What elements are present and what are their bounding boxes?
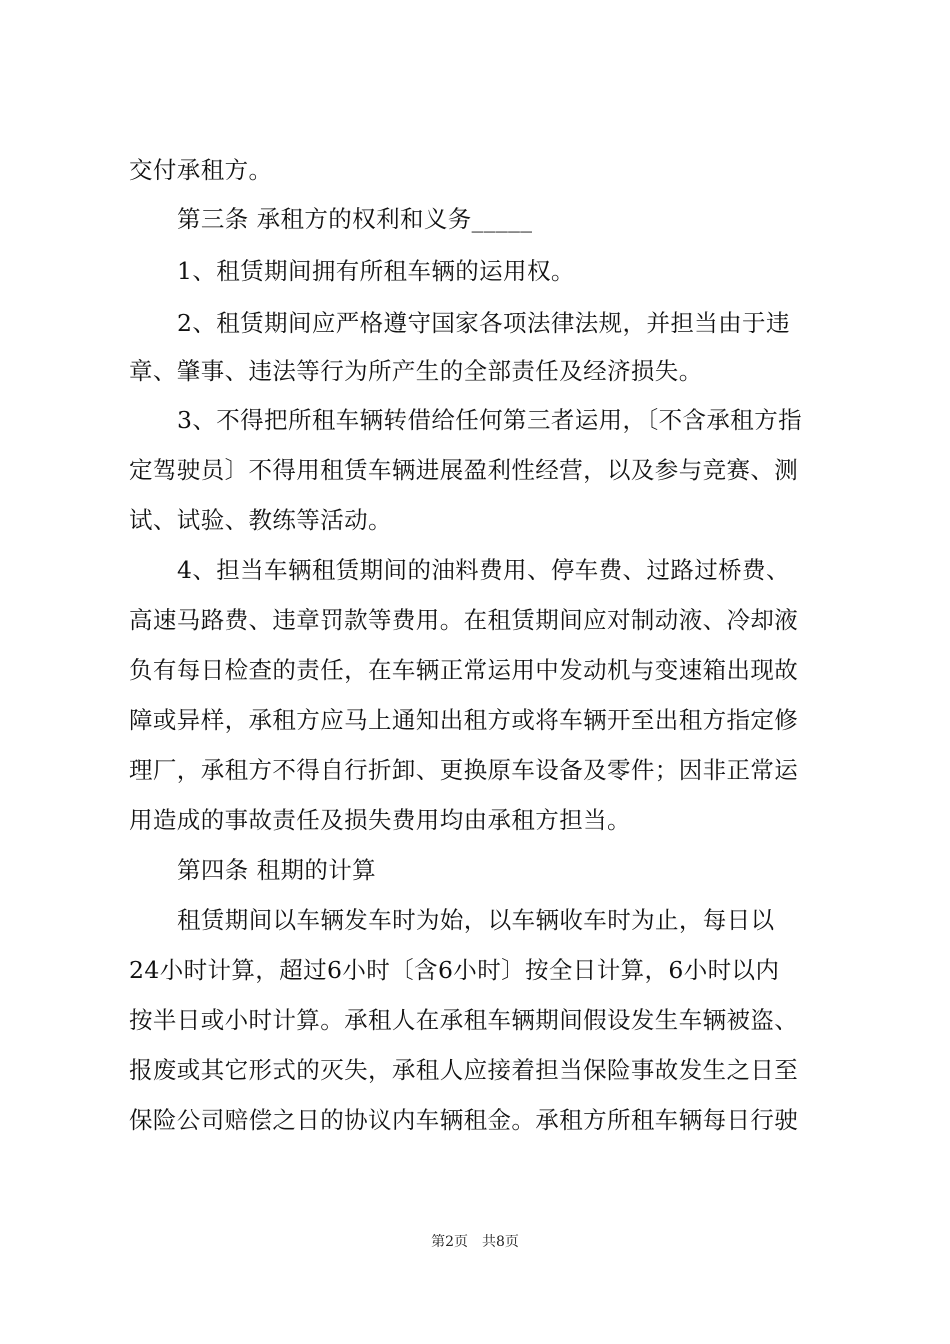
page-footer — [0, 1233, 950, 1251]
total-pages: 共8页 — [482, 1234, 519, 1250]
page-number: 第2页 — [431, 1234, 468, 1250]
text-line: 租赁期间以车辆发车时为始，以车辆收车时为止，每日以 — [177, 906, 775, 934]
text-line: 1、租赁期间拥有所租车辆的运用权。 — [177, 257, 575, 285]
text-line: 2、租赁期间应严格遵守国家各项法律法规，并担当由于违 — [177, 309, 790, 337]
text-line: 保险公司赔偿之日的协议内车辆租金。承租方所租车辆每日行驶 — [129, 1106, 799, 1134]
text-line: 用造成的事故责任及损失费用均由承租方担当。 — [129, 806, 631, 834]
text-line: 章、肇事、违法等行为所产生的全部责任及经济损失。 — [129, 357, 703, 385]
text-line: 高速马路费、违章罚款等费用。在租赁期间应对制动液、冷却液 — [129, 606, 799, 634]
text-line: 试、试验、教练等活动。 — [129, 506, 392, 534]
text-line: 4、担当车辆租赁期间的油料费用、停车费、过路过桥费、 — [177, 556, 790, 584]
text-line: 障或异样，承租方应马上通知出租方或将车辆开至出租方指定修 — [129, 706, 799, 734]
text-line: 报废或其它形式的灭失，承租人应接着担当保险事故发生之日至 — [129, 1056, 799, 1084]
section-heading-article-3: 第三条 承租方的权利和义务_____ — [177, 205, 533, 233]
text-line: 3、不得把所租车辆转借给任何第三者运用，〔不含承租方指 — [177, 406, 803, 434]
text-line: 按半日或小时计算。承租人在承租车辆期间假设发生车辆被盗、 — [129, 1006, 799, 1034]
text-line: 24小时计算，超过6小时〔含6小时〕按全日计算，6小时以内 — [129, 956, 780, 984]
text-line: 理厂，承租方不得自行折卸、更换原车设备及零件；因非正常运 — [129, 756, 799, 784]
section-heading-article-4: 第四条 租期的计算 — [177, 856, 377, 884]
text-line: 定驾驶员〕不得用租赁车辆进展盈利性经营，以及参与竞赛、测 — [129, 456, 799, 484]
text-line: 负有每日检查的责任，在车辆正常运用中发动机与变速箱出现故 — [129, 656, 799, 684]
text-line: 交付承租方。 — [129, 156, 273, 184]
